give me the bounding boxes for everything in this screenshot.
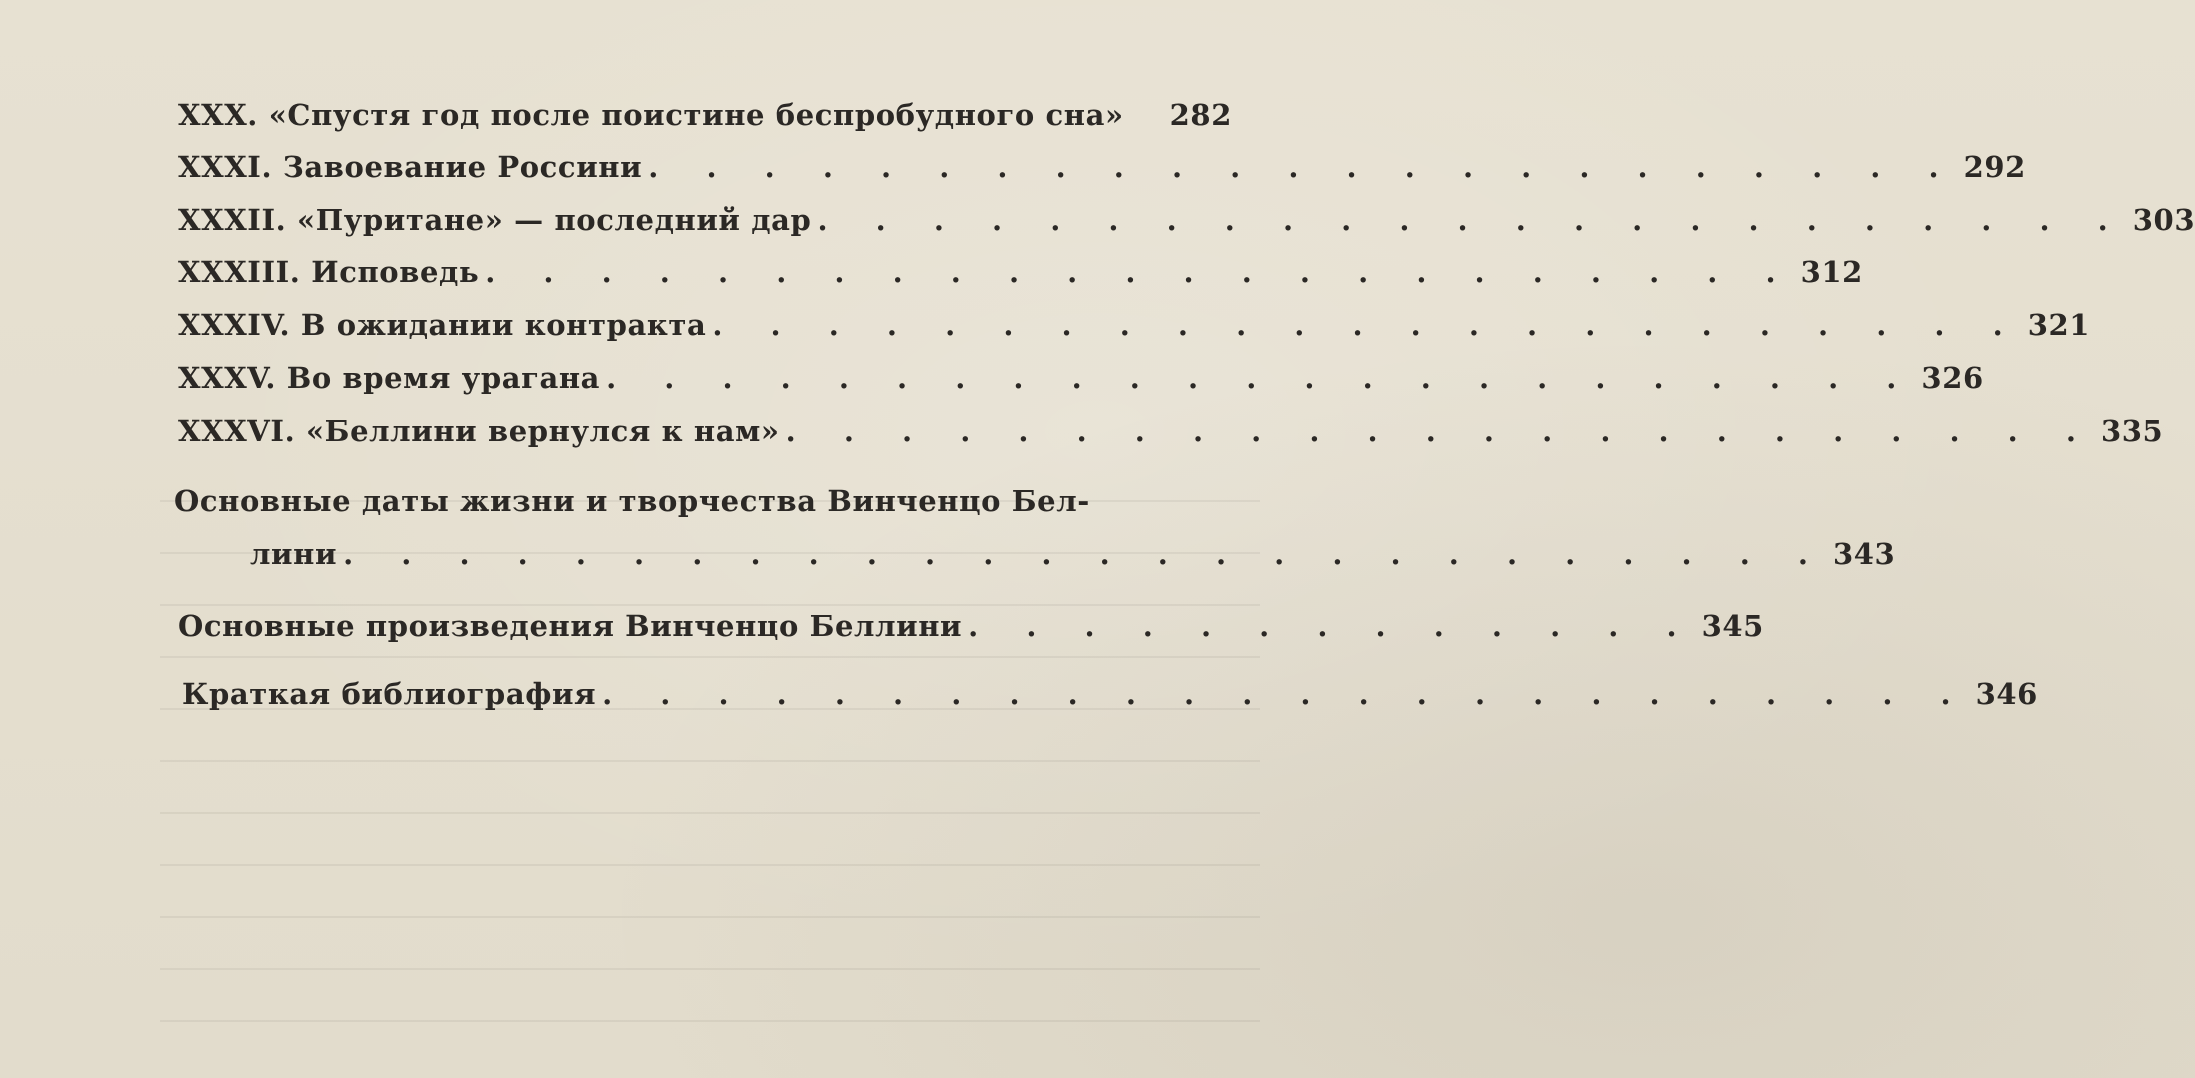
toc-entry-works [178,609,1764,643]
toc-entry-chapter-30 [178,98,1232,132]
toc-entry-title: Краткая библиография [182,677,597,711]
toc-entry-chapter-32 [178,203,2195,237]
toc-entry-title: XXXII. «Пуритане» — последний дар [178,203,812,237]
toc-entry-title: Основные произведения Винченцо Беллини [178,609,963,643]
toc-entry-page: 282 [1169,98,1232,132]
dot-leader: . . . . . . . . . . . . . . . . . . . . . . . [485,255,1795,289]
toc-entry-chapter-31 [178,150,2026,184]
toc-entry-page: 292 [1963,150,2026,184]
toc-entry-title: XXXVI. «Беллини вернулся к нам» [178,414,780,448]
toc-entry-page: 343 [1833,537,1896,571]
toc-entry-page: 321 [2027,308,2091,342]
toc-entry-title: XXXIII. Исповедь [178,255,480,289]
dot-leader: . . . . . . . . . . . . . . . . . . . . . . . . . . [343,537,1827,571]
toc-entry-page: 346 [1975,677,2038,711]
toc-entry-title: XXXI. Завоевание Россини [178,150,643,184]
dot-leader: . . . . . . . . . . . . . . . . . . . . . . . [785,414,2095,448]
toc-entry-title: XXXV. Во время урагана [178,361,601,395]
toc-entry-title: XXX. «Спустя год после поистине беспробудного сна» [178,98,1124,132]
dot-leader: . . . . . . . . . . . . . . . . . . . . . . . [817,203,2127,237]
toc-entry-page: 303 [2132,203,2195,237]
toc-entry-bibliography [182,677,2038,711]
toc-entry-chapter-33 [178,255,1863,289]
toc-entry-title: XXXIV. В ожидании контракта [178,308,707,342]
toc-entry-page: 312 [1800,255,1863,289]
toc-entry-page: 326 [1921,361,1984,395]
toc-entry-page: 345 [1701,609,1764,643]
dot-leader: . . . . . . . . . . . . . . . . . . . . . . . [648,150,1958,184]
dot-leader: . . . . . . . . . . . . . . . . . . . . . . . . [602,677,1970,711]
dot-leader: . . . . . . . . . . . . . . . . . . . . . . . [712,308,2022,342]
toc-entry-chapter-35 [178,361,1984,395]
toc-entry-title-continuation: лини [250,537,338,571]
toc-entry-page: 335 [2100,414,2164,448]
toc-entry-chapter-34 [178,308,2091,342]
toc-entry-chapter-36 [178,414,2164,448]
toc-entry-dates-title: Основные даты жизни и творчества Винченцо Бел- [174,484,1090,518]
toc-entry-dates [250,537,1896,571]
dot-leader: . . . . . . . . . . . . . . . . . . . . . . . [606,361,1916,395]
dot-leader: . . . . . . . . . . . . . [968,609,1696,643]
bleed-through-text [160,500,1260,1060]
